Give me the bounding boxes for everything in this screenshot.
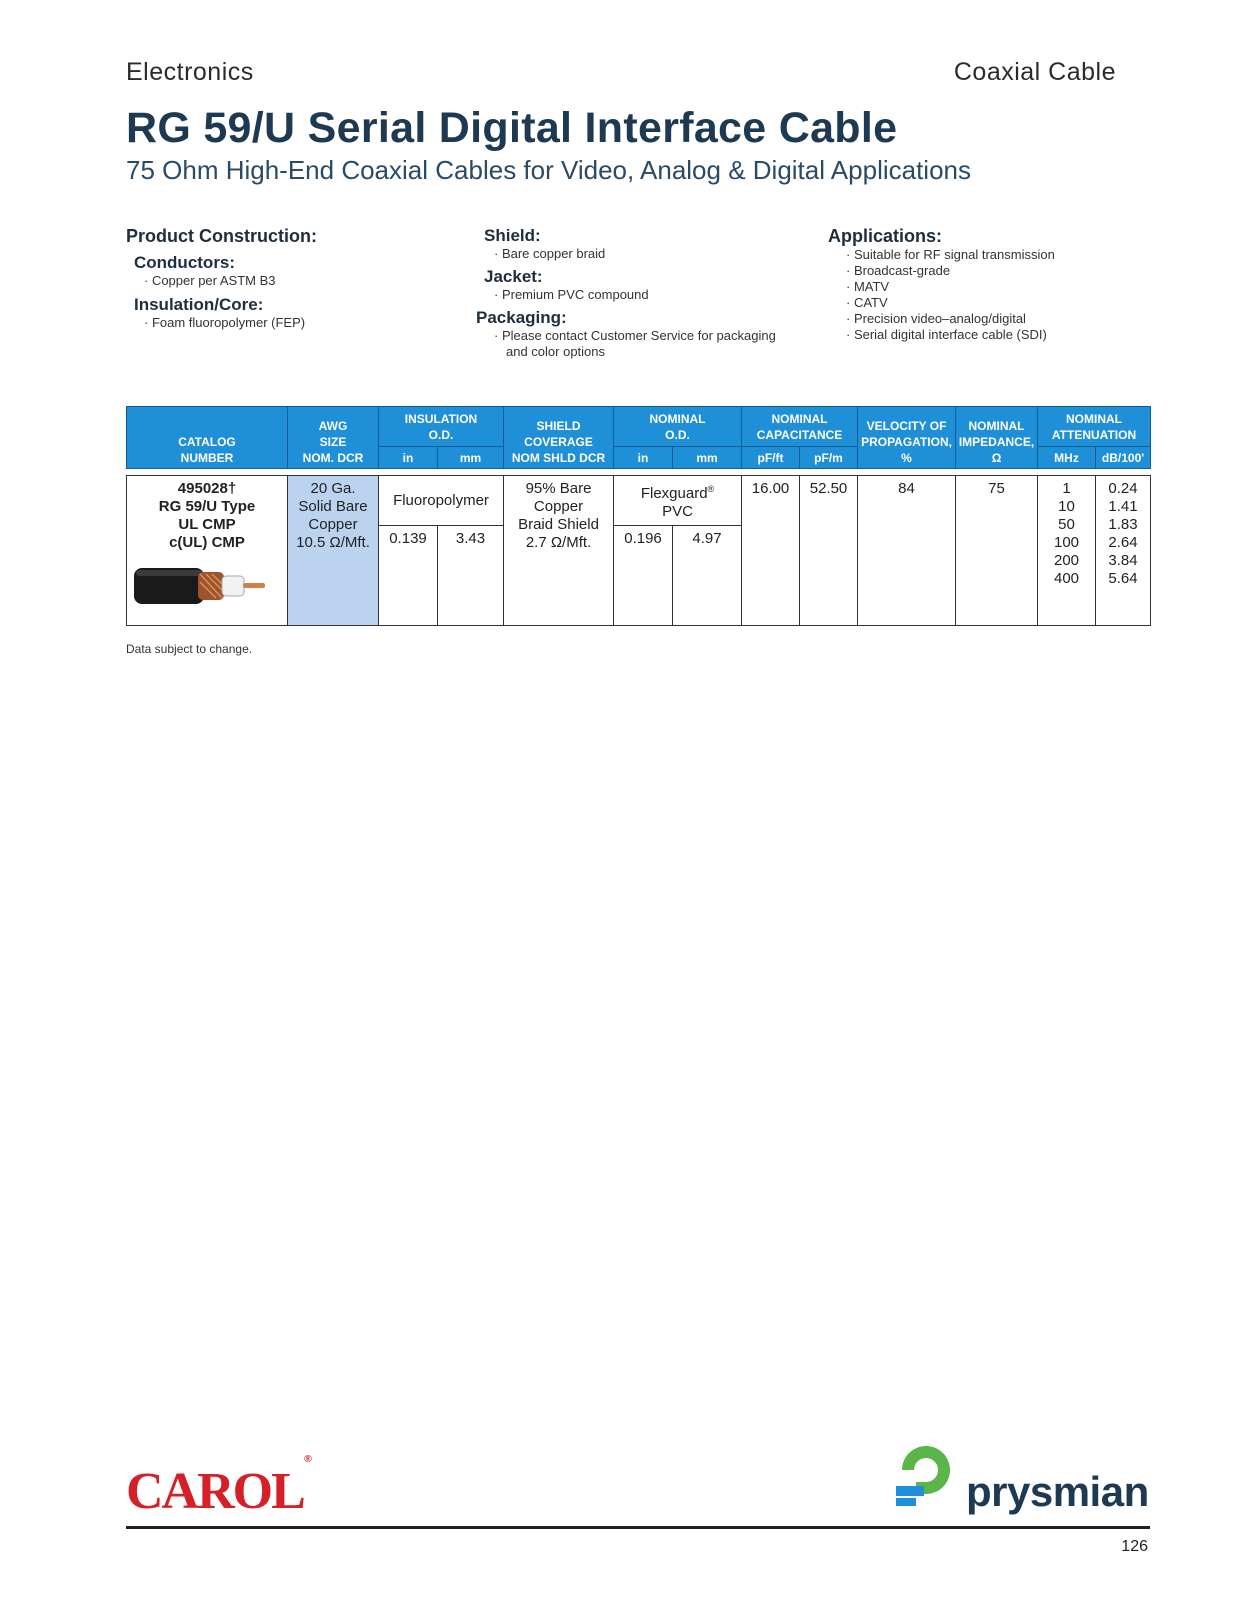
cap-pfft: 16.00 bbox=[742, 476, 800, 626]
insulation-material: Fluoropolymer bbox=[379, 476, 504, 526]
page-title: RG 59/U Serial Digital Interface Cable bbox=[126, 104, 898, 152]
prysmian-mark-icon bbox=[894, 1442, 958, 1510]
catalog-cell: 495028† RG 59/U Type UL CMP c(UL) CMP bbox=[127, 476, 288, 626]
insulation-heading: Insulation/Core: bbox=[134, 295, 264, 314]
unit-in: in bbox=[614, 447, 673, 469]
application-item: · CATV bbox=[846, 295, 888, 310]
unit-mhz: MHz bbox=[1038, 447, 1096, 469]
awg-cell: 20 Ga. Solid Bare Copper 10.5 Ω/Mft. bbox=[288, 476, 379, 626]
attenuation-mhz: 1 10 50 100 200 400 bbox=[1038, 476, 1096, 626]
unit-mm: mm bbox=[438, 447, 504, 469]
packaging-item: · Please contact Customer Service for packaging bbox=[494, 328, 776, 343]
registered-mark: ® bbox=[707, 484, 715, 494]
jacket-item: · Premium PVC compound bbox=[494, 287, 649, 302]
page-subtitle: 75 Ohm High-End Coaxial Cables for Video, Analog & Digital Applications bbox=[126, 155, 971, 185]
data-note: Data subject to change. bbox=[126, 642, 253, 656]
header-section: Coaxial Cable bbox=[953, 58, 1116, 86]
shield-jacket-packaging bbox=[476, 226, 776, 360]
header-attenuation: NOMINAL ATTENUATION bbox=[1038, 407, 1151, 447]
shield-item: · Bare copper braid bbox=[494, 246, 606, 261]
packaging-heading: Packaging: bbox=[476, 308, 567, 327]
spec-table bbox=[126, 406, 1151, 626]
jacket-material: Flexguard® PVC bbox=[614, 476, 742, 526]
unit-mm: mm bbox=[673, 447, 742, 469]
catalog-number: 495028† bbox=[177, 480, 237, 497]
od-in: 0.196 bbox=[614, 526, 673, 626]
unit-in: in bbox=[379, 447, 438, 469]
footer-rule bbox=[126, 1526, 1150, 1529]
conductors-item: · Copper per ASTM B3 bbox=[144, 273, 276, 288]
insulation-in: 0.139 bbox=[379, 526, 438, 626]
page-number: 126 bbox=[1121, 1538, 1148, 1555]
header-impedance: NOMINAL IMPEDANCE, Ω bbox=[956, 407, 1038, 469]
cap-pfm: 52.50 bbox=[800, 476, 858, 626]
applications-heading: Applications: bbox=[828, 226, 943, 246]
unit-pfft: pF/ft bbox=[742, 447, 800, 469]
jacket-heading: Jacket: bbox=[484, 267, 543, 286]
od-mm: 4.97 bbox=[673, 526, 742, 626]
impedance: 75 bbox=[956, 476, 1038, 626]
table-row bbox=[127, 476, 1151, 526]
application-item: · Serial digital interface cable (SDI) bbox=[846, 327, 1047, 342]
shield-heading: Shield: bbox=[484, 226, 541, 245]
application-item: · MATV bbox=[846, 279, 890, 294]
carol-registered-mark: ® bbox=[303, 1452, 313, 1465]
insulation-item: · Foam fluoropolymer (FEP) bbox=[144, 315, 306, 330]
conductors-heading: Conductors: bbox=[134, 253, 236, 272]
application-item: · Suitable for RF signal transmission bbox=[846, 247, 1055, 262]
header-velocity: VELOCITY OF PROPAGATION, % bbox=[858, 407, 956, 469]
shield-cell: 95% Bare Copper Braid Shield 2.7 Ω/Mft. bbox=[504, 476, 614, 626]
construction-heading: Product Construction: bbox=[126, 226, 317, 246]
carol-logo: CAROL® bbox=[126, 1452, 313, 1520]
velocity: 84 bbox=[858, 476, 956, 626]
application-item: · Precision video–analog/digital bbox=[846, 311, 1026, 326]
header-category: Electronics bbox=[126, 58, 254, 86]
product-construction bbox=[126, 226, 317, 331]
prysmian-logo: prysmian bbox=[966, 1468, 1149, 1515]
attenuation-db: 0.24 1.41 1.83 2.64 3.84 5.64 bbox=[1096, 476, 1151, 626]
header-capacitance: NOMINAL CAPACITANCE bbox=[742, 407, 858, 447]
unit-pfm: pF/m bbox=[800, 447, 858, 469]
header-insulation: INSULATION O.D. bbox=[379, 407, 504, 447]
header-catalog: CATALOG NUMBER bbox=[127, 407, 288, 469]
insulation-mm: 3.43 bbox=[438, 526, 504, 626]
application-item: · Broadcast-grade bbox=[846, 263, 951, 278]
header-nominal-od: NOMINAL O.D. bbox=[614, 407, 742, 447]
table-header-row bbox=[127, 407, 1151, 447]
coax-cable-image bbox=[130, 564, 268, 608]
header-shield: SHIELD COVERAGE NOM SHLD DCR bbox=[504, 407, 614, 469]
header-awg: AWG SIZE NOM. DCR bbox=[288, 407, 379, 469]
applications bbox=[828, 226, 1055, 343]
packaging-item-continued: and color options bbox=[506, 344, 606, 359]
unit-db: dB/100' bbox=[1096, 447, 1151, 469]
